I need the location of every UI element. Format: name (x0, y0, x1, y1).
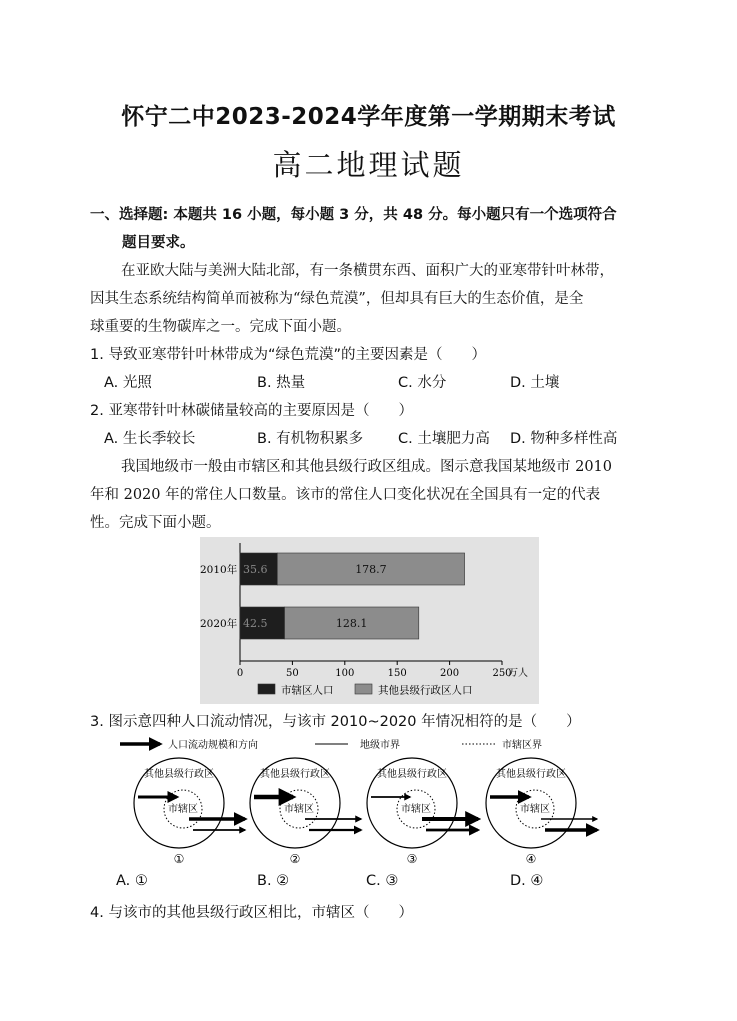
q3-option-d[interactable]: D. ④ (510, 873, 544, 889)
q2-option-c[interactable]: C. 土壤肥力高 (398, 431, 490, 447)
x-tick-label: 0 (236, 668, 244, 679)
question-4-stem: 4. 与该市的其他县级行政区相比，市辖区（ ） (90, 905, 413, 921)
q1-option-d[interactable]: D. 土壤 (510, 375, 560, 391)
question-1-stem: 1. 导致亚寒带针叶林带成为“绿色荒漠”的主要因素是（ ） (90, 347, 486, 363)
passage1-line: 在亚欧大陆与美洲大陆北部，有一条横贯东西、面积广大的亚寒带针叶林带， (121, 263, 614, 279)
q2-option-d[interactable]: D. 物种多样性高 (510, 431, 618, 447)
section-heading: 一、选择题: 本题共 16 小题，每小题 3 分，共 48 分。每小题只有一个选项符合 (90, 207, 617, 223)
x-tick-label: 200 (440, 668, 460, 679)
legend-label: 人口流动规模和方向 (168, 740, 258, 751)
passage1-line: 球重要的生物碳库之一。完成下面小题。 (90, 319, 351, 335)
legend-swatch (355, 684, 372, 694)
q3-option-c[interactable]: C. ③ (366, 873, 399, 889)
x-tick-label: 50 (286, 668, 299, 679)
category-label: 2020年 (200, 618, 238, 630)
exam-subtitle: 高二地理试题 (272, 148, 465, 182)
panel-number: ④ (525, 852, 537, 866)
q1-option-b[interactable]: B. 热量 (257, 375, 306, 391)
x-tick-label: 250 (492, 668, 512, 679)
legend-label: 市辖区界 (502, 740, 542, 751)
panel-number: ② (289, 852, 301, 866)
district-label: 市辖区 (520, 804, 550, 815)
data-label: 42.5 (243, 617, 268, 630)
x-tick-label: 150 (387, 668, 407, 679)
legend-swatch (258, 684, 275, 694)
question-3-stem: 3. 图示意四种人口流动情况，与该市 2010~2020 年情况相符的是（ ） (90, 714, 581, 730)
passage2-line: 性。完成下面小题。 (90, 515, 221, 531)
district-label: 市辖区 (401, 804, 431, 815)
section-heading-cont: 题目要求。 (122, 235, 195, 251)
legend-label: 其他县级行政区人口 (378, 684, 473, 697)
q3-option-b[interactable]: B. ② (257, 873, 290, 889)
outer-region-label: 其他县级行政区 (377, 769, 447, 780)
q1-option-c[interactable]: C. 水分 (398, 375, 447, 391)
population-flow-diagram (110, 733, 630, 868)
q2-option-a[interactable]: A. 生长季较长 (104, 431, 196, 447)
passage2-line: 我国地级市一般由市辖区和其他县级行政区组成。图示意我国某地级市 2010 (121, 459, 613, 475)
legend-label: 地级市界 (360, 740, 400, 751)
q2-option-b[interactable]: B. 有机物积累多 (257, 431, 364, 447)
outer-region-label: 其他县级行政区 (496, 769, 566, 780)
x-tick-label: 100 (335, 668, 355, 679)
data-label: 128.1 (335, 617, 368, 630)
x-unit-label: 万人 (508, 668, 528, 679)
panel-number: ③ (406, 852, 418, 866)
passage2-line: 年和 2020 年的常住人口数量。该市的常住人口变化状况在全国具有一定的代表 (90, 487, 601, 503)
population-bar-chart (200, 537, 539, 704)
q3-option-a[interactable]: A. ① (116, 873, 148, 889)
exam-title: 怀宁二中2023-2024学年度第一学期期末考试 (121, 104, 616, 130)
q1-option-a[interactable]: A. 光照 (104, 375, 152, 391)
data-label: 178.7 (355, 563, 387, 576)
district-label: 市辖区 (168, 804, 198, 815)
panel-number: ① (173, 852, 185, 866)
passage1-line: 因其生态系统结构简单而被称为“绿色荒漠”，但却具有巨大的生态价值，是全 (90, 291, 584, 307)
outer-region-label: 其他县级行政区 (144, 769, 214, 780)
district-label: 市辖区 (284, 804, 314, 815)
outer-region-label: 其他县级行政区 (260, 769, 330, 780)
data-label: 35.6 (243, 563, 268, 576)
category-label: 2010年 (200, 564, 238, 576)
question-2-stem: 2. 亚寒带针叶林碳储量较高的主要原因是（ ） (90, 403, 413, 419)
legend-label: 市辖区人口 (281, 684, 334, 697)
